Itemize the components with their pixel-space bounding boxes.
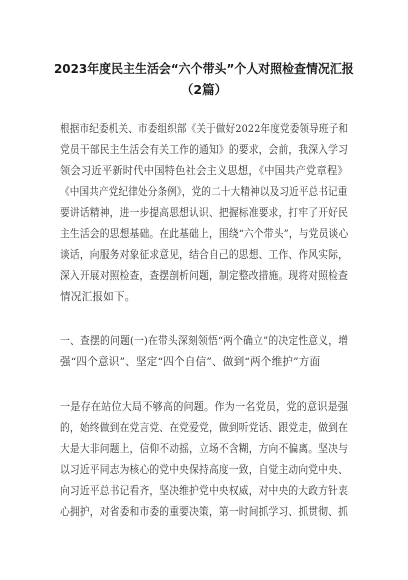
paragraph-line: 心拥护，对省委和市委的重要决策，第一时间抓学习、抓贯彻、抓 <box>60 506 349 518</box>
paragraph-line: 情况汇报如下。 <box>60 291 136 303</box>
paragraph-line: 的，始终做到在党言党、在党爱党，做到听党话、跟党走，做到在 <box>60 422 349 434</box>
paragraph-line: 要讲话精神，进一步提高思想认识、把握标准要求，打牢了开好民 <box>60 207 349 219</box>
paragraph-line: 党员干部民主生活会有关工作的通知》的要求，会前，我深入学习 <box>60 144 349 156</box>
paragraph-line: 以习近平同志为核心的党中央保持高度一致，自觉主动向党中央、 <box>60 464 349 476</box>
document-title-count: （2篇） <box>180 82 228 97</box>
paragraph-line: 深入开展对照检查，查摆剖析问题，制定整改措施。现将对照检查 <box>60 270 349 282</box>
section-heading-line: 一、查摆的问题(一)在带头深刻领悟“两个确立”的决定性意义，增 <box>60 335 349 347</box>
paragraph-line: 根据市纪委机关、市委组织部《关于做好2022年度党委领导班子和 <box>60 123 349 135</box>
paragraph-line: 向习近平总书记看齐，坚决维护党中央权威，对中央的大政方针衷 <box>60 485 349 497</box>
paragraph-line: 领会习近平新时代中国特色社会主义思想，《中国共产党章程》 <box>60 165 348 177</box>
paragraph-line: 一是存在站位大局不够高的问题。作为一名党员，党的意识是强 <box>60 401 349 413</box>
paragraph-line: 主生活会的思想基础。在此基础上，围绕“六个带头”，与党员谈心 <box>60 228 349 240</box>
paragraph-line: 谈话，向服务对象征求意见，结合自己的思想、工作、作风实际， <box>60 249 349 261</box>
document-title: 2023年度民主生活会“六个带头”个人对照检查情况汇报 <box>54 61 354 76</box>
section-heading-line: 强“四个意识”、坚定“四个自信”、做到“两个维护”方面 <box>60 356 321 368</box>
paragraph-line: 大是大非问题上，信仰不动摇，立场不含糊，方向不偏离。坚决与 <box>60 443 349 455</box>
paragraph-line: 《中国共产党纪律处分条例》，党的二十大精神以及习近平总书记重 <box>60 186 348 198</box>
